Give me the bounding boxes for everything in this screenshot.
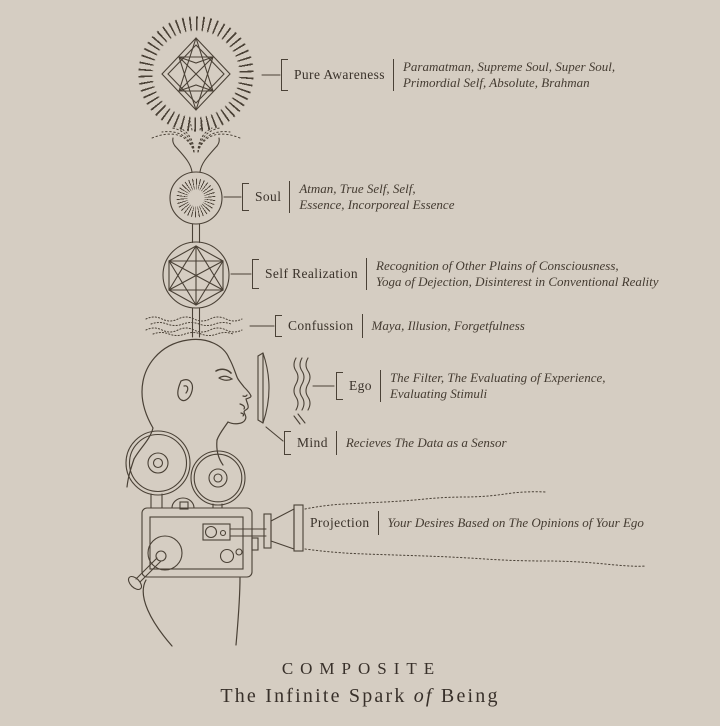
footer	[0, 659, 720, 708]
level-description: Paramatman, Supreme Soul, Super Soul, Primordial Self, Absolute, Brahman	[402, 59, 616, 90]
level-term: Pure Awareness	[294, 67, 385, 82]
divider-line	[362, 314, 363, 338]
bracket	[242, 183, 249, 211]
poster-title: COMPOSITE	[281, 659, 442, 678]
head-profile	[127, 339, 251, 487]
bracket	[275, 315, 282, 337]
level-description: Maya, Illusion, Forgetfulness	[371, 318, 525, 334]
level-term: Projection	[310, 515, 370, 530]
divider-line	[380, 370, 381, 402]
level-description: The Filter, The Evaluating of Experience, Evaluating Stimuli	[389, 370, 606, 401]
fountain-spray	[152, 121, 240, 152]
film-projector	[126, 431, 303, 592]
self-realization-orb	[163, 242, 229, 308]
ego-waves	[294, 358, 310, 424]
level-term: Self Realization	[265, 266, 358, 281]
poster-subtitle: The Infinite Spark of Being	[220, 685, 500, 707]
level-description: Atman, True Self, Self, Essence, Incorporeal Essence	[299, 181, 455, 212]
level-term: Confussion	[288, 318, 354, 333]
level-label-soul	[242, 181, 454, 213]
level-description: Recieves The Data as a Sensor	[345, 435, 507, 451]
bracket	[336, 372, 343, 400]
divider-line	[378, 511, 379, 535]
level-description: Your Desires Based on The Opinions of Your Ego	[387, 515, 644, 531]
confusion-waves	[146, 317, 242, 336]
level-label-pure-awareness	[281, 59, 615, 91]
bracket	[281, 59, 288, 91]
level-label-confussion	[275, 314, 525, 338]
divider-line	[366, 258, 367, 290]
bracket	[284, 431, 291, 455]
divider-line	[336, 431, 337, 455]
lens-shape	[258, 353, 269, 423]
level-description: Recognition of Other Plains of Consciousness, Yoga of Dejection, Disinterest in Conventional Reality	[376, 258, 659, 289]
stem-upper	[193, 224, 200, 243]
body-outline	[143, 578, 240, 646]
level-term: Mind	[297, 435, 328, 450]
level-term: Ego	[349, 378, 372, 393]
level-label-self-realization	[252, 258, 658, 290]
level-term: Soul	[255, 189, 282, 204]
bracket	[252, 259, 259, 289]
funnel	[173, 138, 220, 172]
level-label-ego	[336, 370, 606, 402]
level-label-projection	[308, 511, 644, 535]
divider-line	[289, 181, 290, 213]
divider-line	[393, 59, 394, 91]
diamond-illustration	[162, 38, 230, 110]
soul-orb	[170, 172, 222, 224]
level-label-mind	[284, 431, 507, 455]
